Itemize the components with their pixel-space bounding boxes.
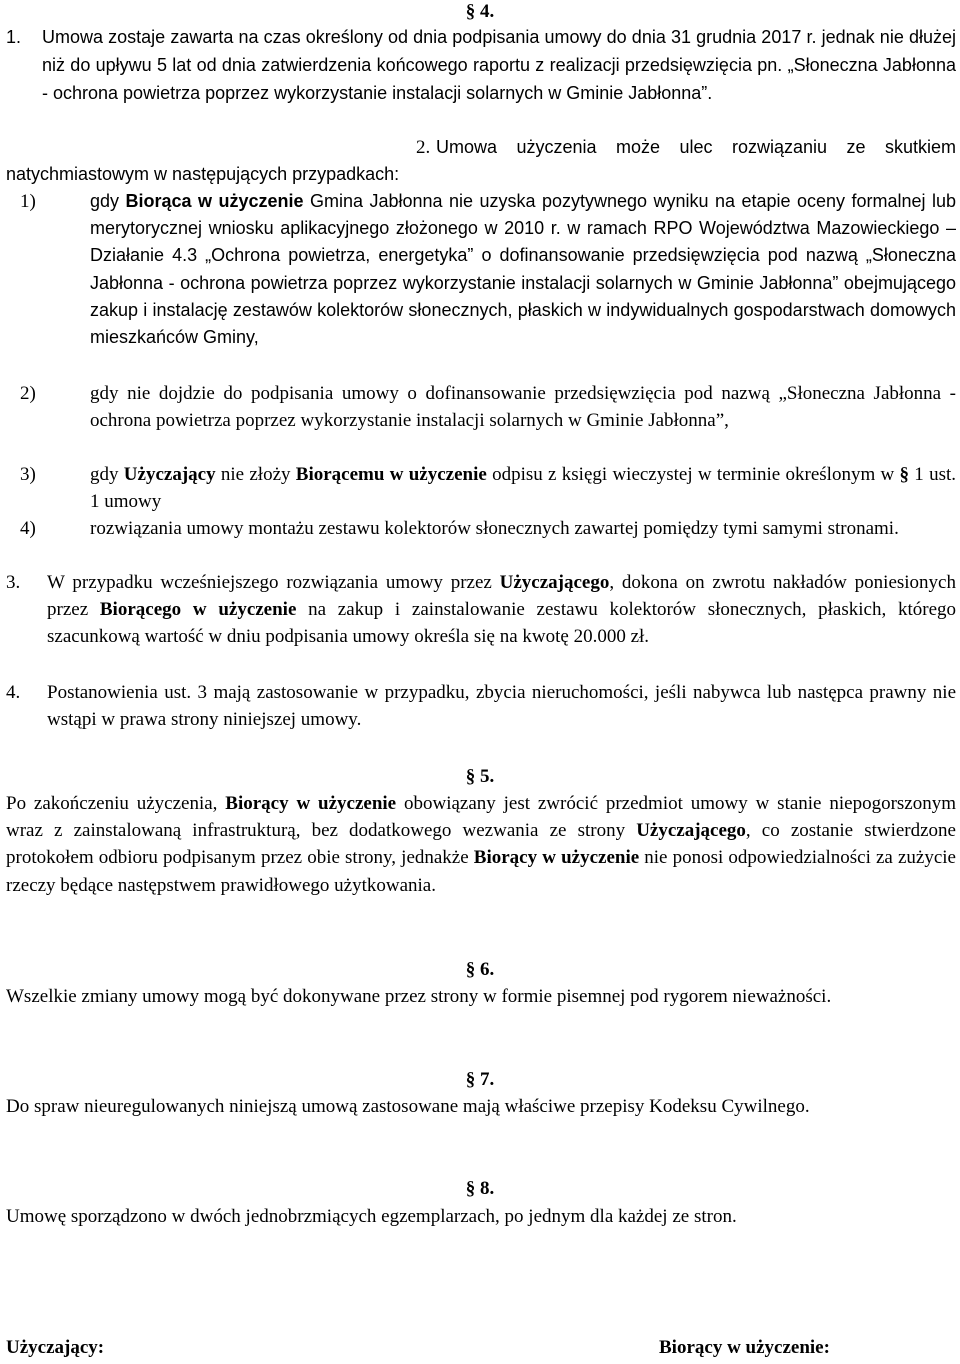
item-text: rozwiązania umowy montażu zestawu kolektorów słonecznych zawartej pomiędzy tymi samymi stronami. xyxy=(90,518,899,539)
item-text: gdy Biorąca w użyczenie Gmina Jabłonna nie uzyska pozytywnego wyniku na etapie oceny formalnej lub merytorycznej wniosku aplikacyjnego złożonego w 2010 r. w ramach RPO Województwa Mazowieckiego – Działanie 4.3 „Ochrona powietrza, energetyka” o dofinansowanie przedsięwzięcia pod nazwą „Słoneczna Jabłonna - ochrona powietrza poprzez wykorzystanie instalacji solarnych w Gminie Jabłonna” obejmującego zakup i instalację zestawów kolektorów słonecznych, płaskich w indywidualnych gospodarstwach domowych mieszkańców Gminy, xyxy=(90,191,956,348)
party-name: Użyczającego xyxy=(636,820,746,842)
paragraph-text: W przypadku wcześniejszego rozwiązania umowy przez Użyczającego, dokona on zwrotu nakładów poniesionych przez Biorącego w użyczenie na zakup i zainstalowanie zestawu kolektorów słonecznych, płaskich, którego szacunkową wartość w dniu podpisania umowy określa się na kwotę 20.000 zł. xyxy=(47,572,956,648)
section-6-text: Wszelkie zmiany umowy mogą być dokonywane przez strony w formie pisemnej pod rygorem nieważności. xyxy=(6,986,832,1007)
section-7-text: Do spraw nieuregulowanych niniejszą umową zastosowane mają właściwe przepisy Kodeksu Cywilnego. xyxy=(6,1096,810,1117)
item-text: gdy nie dojdzie do podpisania umowy o dofinansowanie przedsięwzięcia pod nazwą „Słoneczna Jabłonna - ochrona powietrza poprzez wykorzystanie instalacji solarnych w Gminie Jabłonna”, xyxy=(90,383,956,432)
section-4-paragraph-4 xyxy=(6,679,956,733)
paragraph-text: Postanowienia ust. 3 mają zastosowanie w przypadku, zbycia nieruchomości, jeśli nabywca lub następca prawny nie wstąpi w prawa strony niniejszej umowy. xyxy=(47,682,956,731)
party-name: Biorąca w użyczenie xyxy=(125,191,304,211)
section-8-text: Umowę sporządzono w dwóch jednobrzmiących egzemplarzach, po jednym dla każdej ze stron. xyxy=(6,1206,737,1227)
signature-label-borrower: Biorący w użyczenie: xyxy=(659,1337,830,1358)
party-name: Użyczającego xyxy=(499,572,610,593)
paragraph-number: 1. xyxy=(6,27,22,47)
party-name: Biorący w użyczenie xyxy=(225,793,397,814)
item-number: 3) xyxy=(20,464,36,485)
section-4-heading: § 4. xyxy=(465,1,495,22)
item-number: 2) xyxy=(20,383,36,404)
section-6-heading: § 6. xyxy=(465,959,495,980)
section-5-text: Po zakończeniu użyczenia, Biorący w użyczenie obowiązany jest zwrócić przedmiot umowy w stanie niepogorszonym wraz z zainstalowaną infrastrukturą, bez dodatkowego wezwania ze strony Użyczającego, co zostanie stwierdzone protokołem odbioru podpisanym przez obie strony, jednakże Biorący w użyczenie nie ponosi odpowiedzialności za zużycie rzeczy będące następstwem prawidłowego użytkowania. xyxy=(6,793,956,896)
paragraph-text: Umowa użyczenia może ulec rozwiązaniu ze skutkiem natychmiastowym w następujących przypadkach: xyxy=(6,137,956,184)
list-item xyxy=(12,461,956,515)
list-item xyxy=(12,380,956,434)
paragraph-text: Umowa zostaje zawarta na czas określony od dnia podpisania umowy do dnia 31 grudnia 2017 r. jednak nie dłużej niż do upływu 5 lat od dnia zatwierdzenia końcowego raportu z realizacji przedsięwzięcia pn. „Słoneczna Jabłonna - ochrona powietrza poprzez wykorzystanie instalacji solarnych w Gminie Jabłonna”. xyxy=(42,27,956,103)
item-number: 1) xyxy=(20,191,36,212)
party-name: Biorącego w użyczenie xyxy=(99,599,297,621)
paragraph-number: 4. xyxy=(6,682,21,703)
section-4-paragraph-2 xyxy=(6,134,956,188)
section-7-heading: § 7. xyxy=(465,1069,495,1090)
party-name: Użyczający xyxy=(123,464,216,485)
party-name: Biorący w użyczenie xyxy=(473,847,640,869)
item-text: gdy Użyczający nie złoży Biorącemu w użyczenie odpisu z księgi wieczystej w terminie określonym w § 1 ust. 1 umowy xyxy=(90,464,957,513)
signature-label-lender: Użyczający: xyxy=(6,1337,105,1358)
paragraph-number: 2. xyxy=(416,137,431,158)
paragraph-number: 3. xyxy=(6,572,21,593)
section-sign: § xyxy=(899,464,910,485)
party-name: Biorącemu w użyczenie xyxy=(295,464,487,485)
section-5-heading: § 5. xyxy=(465,766,495,787)
section-4-paragraph-3 xyxy=(6,569,956,651)
section-8-heading: § 8. xyxy=(465,1178,495,1199)
list-item xyxy=(12,515,956,542)
section-4-paragraph-1 xyxy=(6,24,956,107)
list-item xyxy=(12,188,956,351)
item-number: 4) xyxy=(20,518,36,539)
